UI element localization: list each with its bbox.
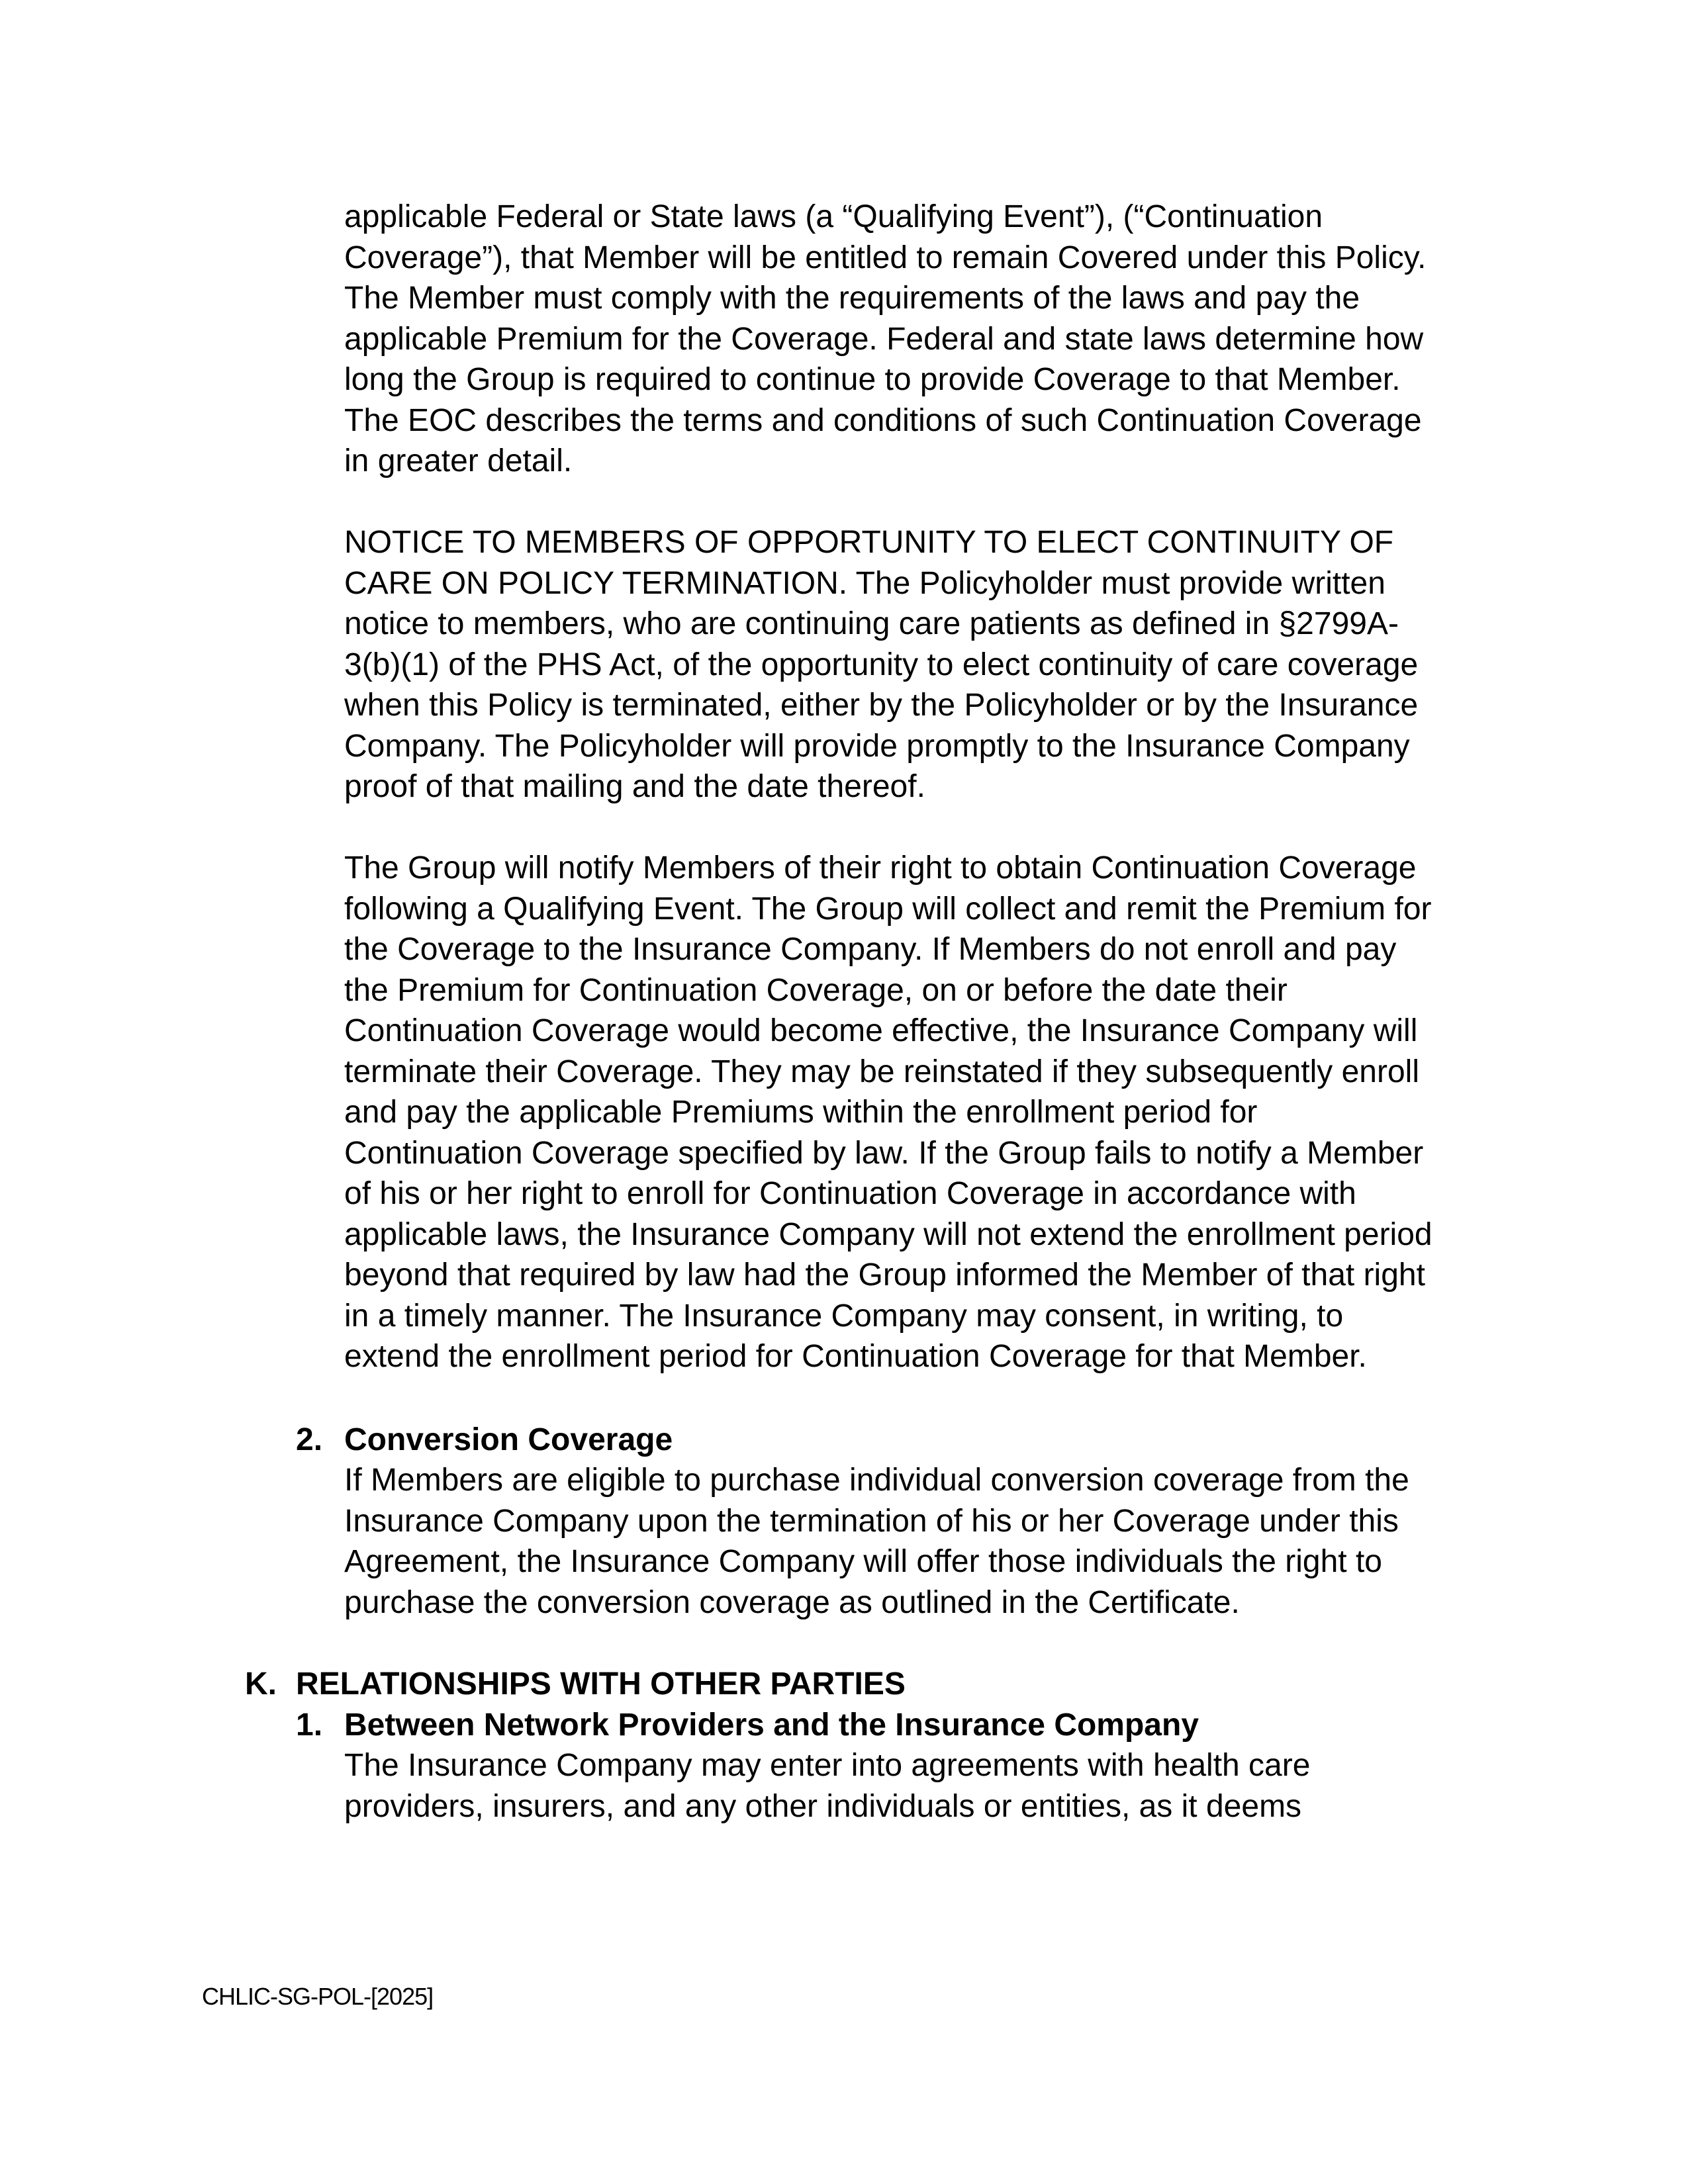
heading-title: Conversion Coverage bbox=[344, 1422, 673, 1457]
heading-number: 1. bbox=[296, 1707, 323, 1743]
notice-continuity-paragraph: NOTICE TO MEMBERS OF OPPORTUNITY TO ELECT CONTINUITY OF CARE ON POLICY TERMINATION. The Policyholder must provide written notice to members, who are continuing care patients as defined in §2799A- 3(b)(1) of the PHS Act, of the opportunity to elect continuity of care coverage when this Policy is terminated, either by the Policyholder or by the Insurance Company. The Policyholder will provide promptly to the Insurance Company proof of that mailing and the date thereof. bbox=[344, 525, 1419, 804]
section-letter: K. bbox=[245, 1666, 277, 1702]
heading-title: Between Network Providers and the Insurance Company bbox=[344, 1707, 1199, 1743]
section-title: RELATIONSHIPS WITH OTHER PARTIES bbox=[296, 1666, 906, 1702]
group-notify-paragraph: The Group will notify Members of their right to obtain Continuation Coverage following a Qualifying Event. The Group will collect and remit the Premium for the Coverage to the Insurance Company. If Members do not enroll and pay the Premium for Continuation Coverage, on or before the date their Continuation Coverage would become effective, the Insurance Company will terminate their Coverage. They may be reinstated if they subsequently enroll and pay the applicable Premiums within the enrollment period for Continuation Coverage specified by law. If the Group fails to notify a Member of his or her right to enroll for Continuation Coverage in accordance with applicable laws, the Insurance Company will not extend the enrollment period beyond that required by law had the Group informed the Member of that right in a timely manner. The Insurance Company may consent, in writing, to extend the enrollment period for Continuation Coverage for that Member. bbox=[344, 850, 1432, 1374]
network-providers-paragraph: The Insurance Company may enter into agreements with health care providers, insurers, and any other individuals or entities, as it deems bbox=[344, 1748, 1311, 1824]
heading-number: 2. bbox=[296, 1422, 323, 1457]
continuation-intro-paragraph: applicable Federal or State laws (a “Qualifying Event”), (“Continuation Coverage”), that Member will be entitled to remain Covered under this Policy. The Member must comply with the requirements of the laws and pay the applicable Premium for the Coverage. Federal and state laws determine how long the Group is required to continue to provide Coverage to that Member. The EOC describes the terms and conditions of such Continuation Coverage in greater detail. bbox=[344, 199, 1427, 478]
conversion-coverage-paragraph: If Members are eligible to purchase individual conversion coverage from the Insurance Company upon the termination of his or her Coverage under this Agreement, the Insurance Company will offer those individuals the right to purchase the conversion coverage as outlined in the Certificate. bbox=[344, 1463, 1409, 1620]
footer-form-code: CHLIC-SG-POL-[2025] bbox=[202, 1983, 434, 2010]
